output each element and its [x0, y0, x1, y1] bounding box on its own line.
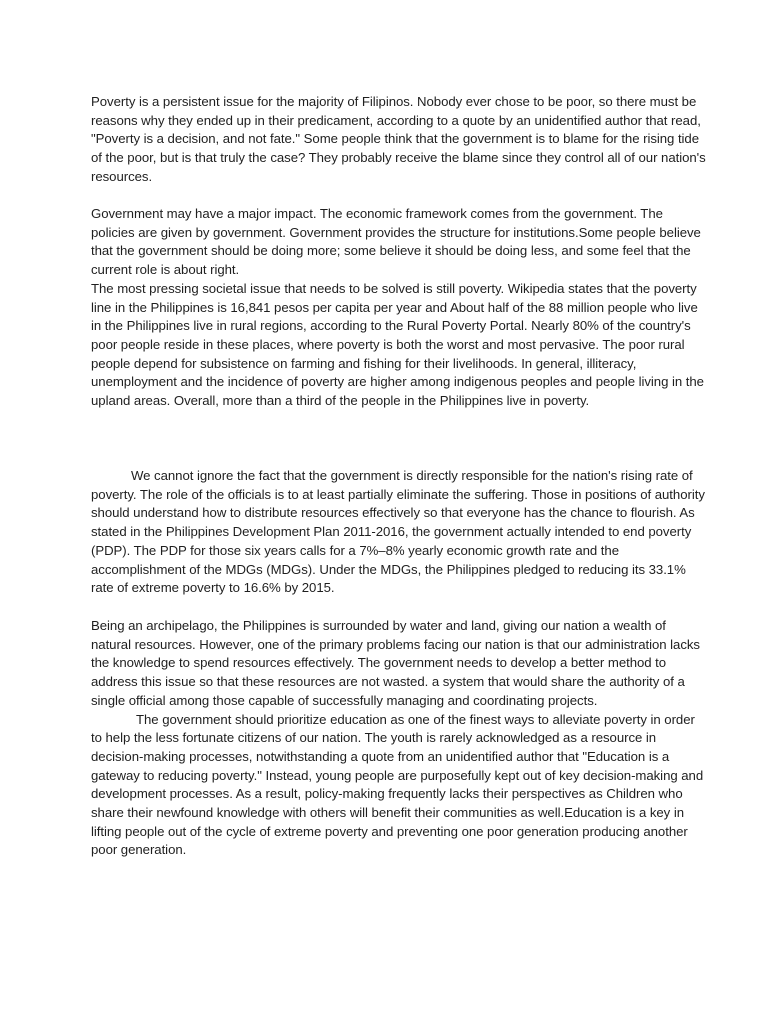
intro-section — [91, 93, 709, 187]
responsibility-section — [91, 467, 709, 598]
paragraph-poverty-statistics: The most pressing societal issue that needs to be solved is still poverty. Wikipedia states that the poverty line in the Philippines is 16,841 pesos per capita per year and About half of the 88 million people who live in the Philippines live in rural regions, according to the Rural Poverty Portal. Nearly 80% of the country's poor people reside in these places, where poverty is both the worst and most pervasive. The poor rural people depend for subsistence on farming and fishing for their livelihoods. In general, illiteracy, unemployment and the incidence of poverty are higher among indigenous peoples and people living in the upland areas. Overall, more than a third of the people in the Philippines live in poverty. — [91, 280, 704, 409]
government-section — [91, 205, 709, 411]
paragraph-natural-resources: Being an archipelago, the Philippines is surrounded by water and land, giving our nation a wealth of natural resources. However, one of the primary problems facing our nation is that our administration lacks the knowledge to spend resources effectively. The government needs to develop a better method to address this issue so that these resources are not wasted. a system that would share the authority of a single official among those capable of successfully managing and coordinating projects. — [91, 618, 700, 708]
paragraph-education: The government should prioritize education as one of the finest ways to alleviate poverty in order to help the less fortunate citizens of our nation. The youth is rarely acknowledged as a resource in decision-making processes, notwithstanding a quote from an unidentified author that "Education is a gateway to reducing poverty." Instead, young people are purposefully kept out of key decision-making and development processes. As a result, policy-making frequently lacks their perspectives as Children who share their newfound knowledge with others will benefit their communities as well.Education is a key in lifting people out of the cycle of extreme poverty and preventing one poor generation producing another poor generation. — [91, 711, 704, 858]
resources-section — [91, 617, 709, 860]
paragraph-intro: Poverty is a persistent issue for the majority of Filipinos. Nobody ever chose to be poor, so there must be reasons why they ended up in their predicament, according to a quote by an unidentified author that read, "Poverty is a decision, and not fate." Some people think that the government is to blame for the rising tide of the poor, but is that truly the case? They probably receive the blame since they control all of our nation's resources. — [91, 94, 706, 184]
paragraph-government-responsibility: We cannot ignore the fact that the government is directly responsible for the nation's rising rate of poverty. The role of the officials is to at least partially eliminate the suffering. Those in positions of authority should understand how to distribute resources effectively so that everyone has the chance to flourish. As stated in the Philippines Development Plan 2011-2016, the government actually intended to end poverty (PDP). The PDP for those six years calls for a 7%–8% yearly economic growth rate and the accomplishment of the MDGs (MDGs). Under the MDGs, the Philippines pledged to reducing its 33.1% rate of extreme poverty to 16.6% by 2015. — [91, 468, 705, 596]
paragraph-government-impact: Government may have a major impact. The economic framework comes from the government. The policies are given by government. Government provides the structure for institutions.Some people believe that the government should be doing more; some believe it should be doing less, and some feel that the current role is about right. — [91, 206, 701, 278]
